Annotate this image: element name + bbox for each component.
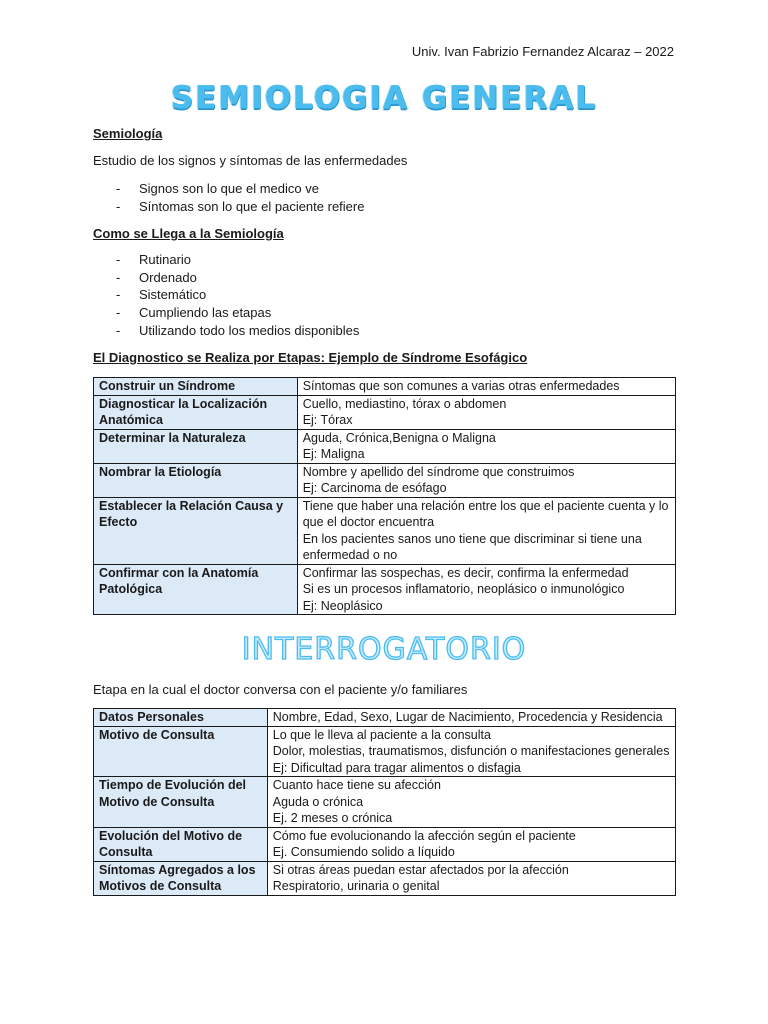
table-row (94, 497, 676, 564)
row-value-line: Cuanto hace tiene su afección (272, 778, 441, 792)
row-value-line: Tiene que haber una relación entre los que el paciente cuenta y lo que el doctor encuentra (302, 498, 669, 529)
row-value-line: Si otras áreas puedan estar afectados por la afección (272, 862, 569, 877)
row-label: Evolución del Motivo de Consulta (94, 827, 268, 861)
list-item: - Signos son lo que el medico ve (93, 180, 364, 198)
como-se-llega-list (93, 251, 359, 339)
table-row (94, 564, 676, 615)
row-value-line: Cómo fue evolucionando la afección según el paciente (272, 828, 576, 843)
row-label: Establecer la Relación Causa y Efecto (94, 497, 298, 564)
table-row (94, 861, 676, 895)
row-value-line: Ej: Carcinoma de esófago (302, 481, 447, 495)
section-heading-diagnostico: El Diagnostico se Realiza por Etapas: Ejemplo de Síndrome Esofágico (93, 350, 528, 365)
row-value-line: Cuello, mediastino, tórax o abdomen (302, 396, 507, 411)
diagnostico-table (93, 377, 676, 615)
row-value-line: Ej: Dificultad para tragar alimentos o disfagia (272, 760, 521, 775)
row-value (297, 395, 675, 429)
row-value-line: Ej: Tórax (302, 413, 353, 427)
row-value-line: Respiratorio, urinaria o genital (272, 879, 440, 893)
row-value (267, 709, 675, 727)
row-value (297, 564, 675, 615)
row-value-line: Nombre, Edad, Sexo, Lugar de Nacimiento, Procedencia y Residencia (272, 710, 663, 724)
table-row (94, 395, 676, 429)
row-value-line: Aguda, Crónica,Benigna o Maligna (302, 430, 496, 445)
row-label: Datos Personales (94, 709, 268, 727)
section-heading-como-se-llega: Como se Llega a la Semiología (93, 226, 284, 241)
table-row (94, 378, 676, 396)
list-item: - Sistemático (93, 286, 359, 304)
row-value-line: Aguda o crónica (272, 794, 364, 809)
list-item: - Síntomas son lo que el paciente refiere (93, 198, 364, 216)
list-item: - Ordenado (93, 269, 359, 287)
row-value (297, 378, 675, 396)
list-item: - Cumpliendo las etapas (93, 304, 359, 322)
row-label: Confirmar con la Anatomía Patológica (94, 564, 298, 615)
row-label: Síntomas Agregados a los Motivos de Consulta (94, 861, 268, 895)
row-value-line: Ej. 2 meses o crónica (272, 811, 393, 825)
row-value-line: Síntomas que son comunes a varias otras enfermedades (302, 379, 620, 393)
table-row (94, 726, 676, 777)
row-value (267, 827, 675, 861)
row-value (267, 861, 675, 895)
table-row (94, 709, 676, 727)
row-label: Diagnosticar la Localización Anatómica (94, 395, 298, 429)
row-label: Motivo de Consulta (94, 726, 268, 777)
section-title-interrogatorio: INTERROGATORIO (241, 632, 527, 667)
row-label: Nombrar la Etiología (94, 463, 298, 497)
author-line: Univ. Ivan Fabrizio Fernandez Alcaraz – 2022 (411, 44, 674, 59)
row-value-line: Ej: Neoplásico (302, 598, 383, 613)
row-label: Determinar la Naturaleza (94, 429, 298, 463)
interrogatorio-definition: Etapa en la cual el doctor conversa con el paciente y/o familiares (93, 682, 468, 697)
row-value (297, 497, 675, 564)
table-row (94, 827, 676, 861)
row-value-line: Nombre y apellido del síndrome que construimos (302, 464, 575, 479)
row-value (267, 777, 675, 828)
row-value-line: Ej: Maligna (302, 447, 365, 461)
page-title: SEMIOLOGIA GENERAL (170, 80, 598, 116)
row-value-line: Confirmar las sospechas, es decir, confirma la enfermedad (302, 565, 629, 580)
semiologia-definition: Estudio de los signos y síntomas de las enfermedades (93, 153, 408, 168)
row-label: Construir un Síndrome (94, 378, 298, 396)
row-value (297, 429, 675, 463)
row-value-line: En los pacientes sanos uno tiene que discriminar si tiene una enfermedad o no (302, 531, 642, 562)
row-value-line: Dolor, molestias, traumatismos, disfunción o manifestaciones generales (272, 744, 670, 758)
row-value (297, 463, 675, 497)
table-row (94, 777, 676, 828)
row-label: Tiempo de Evolución del Motivo de Consulta (94, 777, 268, 828)
row-value-line: Ej. Consumiendo solido a líquido (272, 845, 455, 859)
semiologia-list (93, 180, 364, 215)
row-value (267, 726, 675, 777)
list-item: - Rutinario (93, 251, 359, 269)
section-heading-semiologia: Semiología (93, 126, 163, 141)
table-row (94, 429, 676, 463)
row-value-line: Lo que le lleva al paciente a la consulta (272, 727, 491, 742)
list-item: - Utilizando todo los medios disponibles (93, 322, 359, 340)
interrogatorio-table (93, 708, 676, 896)
row-value-line: Si es un procesos inflamatorio, neoplásico o inmunológico (302, 582, 625, 596)
table-row (94, 463, 676, 497)
